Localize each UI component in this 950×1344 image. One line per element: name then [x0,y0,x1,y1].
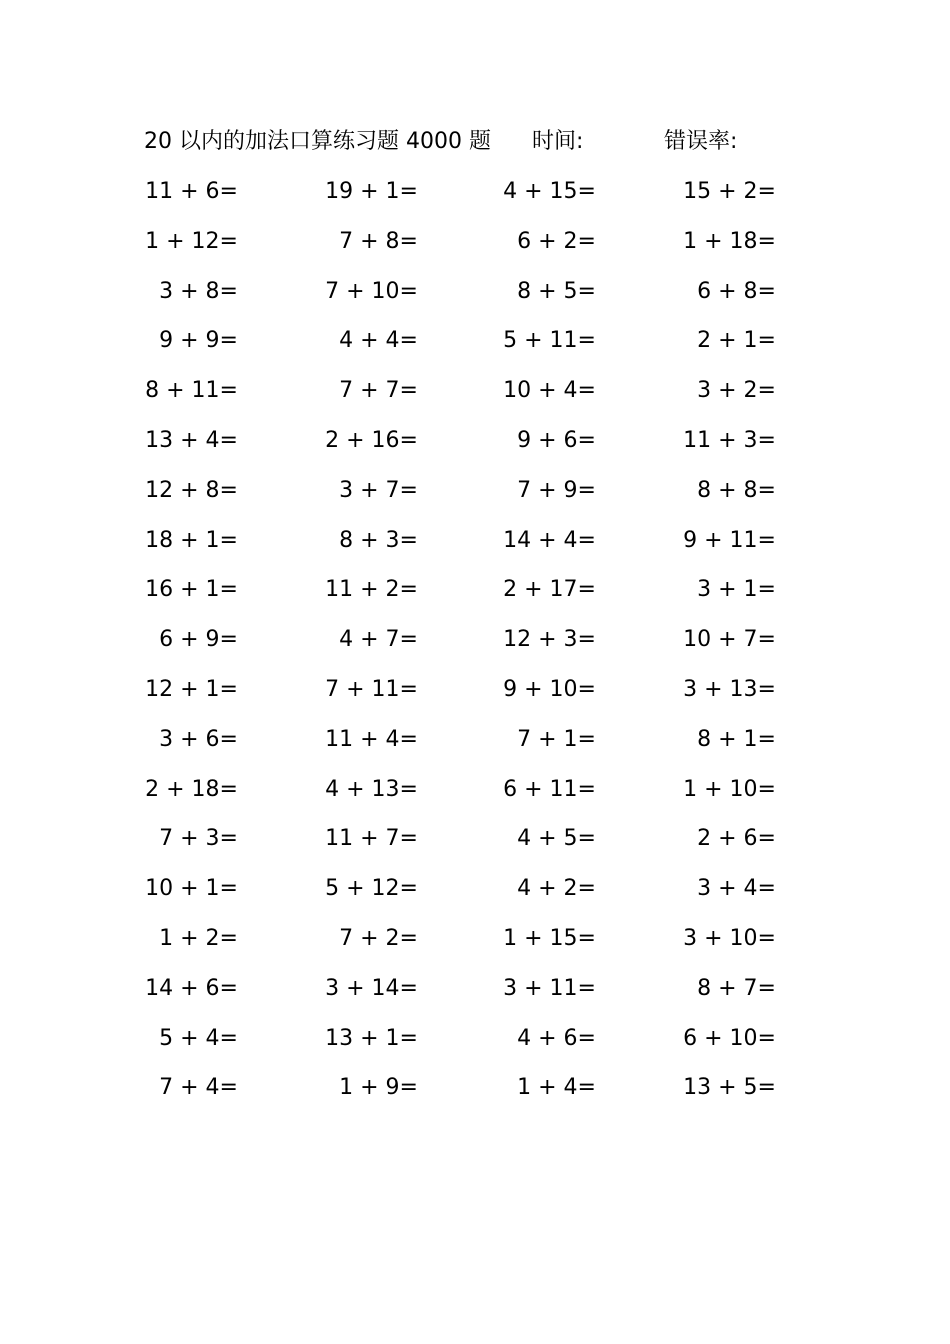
problem-item: 8 + 11= [145,378,238,404]
problem-item: 9 + 9= [159,328,238,354]
problem-item: 6 + 10= [683,1025,776,1051]
problem-item: 8 + 3= [339,527,418,553]
problem-row [0,325,950,375]
problem-item: 5 + 11= [503,328,596,354]
problem-row [0,873,950,923]
problem-item: 3 + 7= [339,477,418,503]
time-label: 时间: [532,129,584,154]
problem-item: 11 + 3= [683,427,776,453]
problem-item: 6 + 11= [503,776,596,802]
problem-item: 9 + 11= [683,527,776,553]
problem-item: 3 + 10= [683,925,776,951]
problem-item: 4 + 7= [339,627,418,653]
problem-item: 3 + 14= [325,975,418,1001]
problem-item: 3 + 11= [503,975,596,1001]
problem-row [0,525,950,575]
worksheet-title: 20 以内的加法口算练习题 4000 题 [144,129,491,154]
problem-row [0,624,950,674]
problem-item: 7 + 3= [159,826,238,852]
problem-item: 3 + 2= [697,378,776,404]
problem-item: 3 + 13= [683,676,776,702]
problem-item: 13 + 1= [325,1025,418,1051]
problem-item: 6 + 9= [159,627,238,653]
problem-item: 3 + 6= [159,726,238,752]
problem-item: 8 + 1= [697,726,776,752]
problem-item: 10 + 4= [503,378,596,404]
problem-item: 1 + 18= [683,228,776,254]
problem-item: 7 + 2= [339,925,418,951]
problem-row [0,923,950,973]
problem-item: 13 + 4= [145,427,238,453]
problem-item: 8 + 5= [517,278,596,304]
problem-item: 3 + 1= [697,577,776,603]
problem-row [0,1023,950,1073]
problem-row [0,724,950,774]
problem-item: 9 + 6= [517,427,596,453]
problem-item: 4 + 15= [503,179,596,204]
problem-item: 7 + 1= [517,726,596,752]
problem-item: 4 + 4= [339,328,418,354]
problem-item: 2 + 16= [325,427,418,453]
problem-item: 11 + 2= [325,577,418,603]
problem-item: 4 + 2= [517,876,596,902]
problem-item: 7 + 10= [325,278,418,304]
problem-item: 11 + 4= [325,726,418,752]
problem-item: 11 + 6= [145,179,238,204]
problem-item: 12 + 8= [145,477,238,503]
problem-item: 13 + 5= [683,1075,776,1101]
problem-item: 2 + 17= [503,577,596,603]
problem-row [0,674,950,724]
problem-grid [0,176,950,1122]
problem-item: 7 + 11= [325,676,418,702]
problem-item: 3 + 4= [697,876,776,902]
problem-item: 12 + 1= [145,676,238,702]
problem-item: 7 + 8= [339,228,418,254]
error-rate-label: 错误率: [664,129,738,154]
problem-item: 14 + 6= [145,975,238,1001]
problem-item: 16 + 1= [145,577,238,603]
problem-row [0,973,950,1023]
problem-item: 1 + 10= [683,776,776,802]
problem-row [0,1072,950,1122]
worksheet-header [0,126,950,158]
problem-item: 7 + 4= [159,1075,238,1101]
problem-item: 7 + 9= [517,477,596,503]
problem-item: 4 + 5= [517,826,596,852]
problem-item: 12 + 3= [503,627,596,653]
problem-item: 7 + 7= [339,378,418,404]
problem-item: 8 + 7= [697,975,776,1001]
problem-item: 11 + 7= [325,826,418,852]
problem-item: 6 + 2= [517,228,596,254]
problem-item: 5 + 4= [159,1025,238,1051]
problem-item: 1 + 4= [517,1075,596,1101]
problem-row [0,276,950,326]
problem-row [0,375,950,425]
problem-item: 18 + 1= [145,527,238,553]
problem-item: 10 + 1= [145,876,238,902]
problem-item: 3 + 8= [159,278,238,304]
problem-row [0,574,950,624]
problem-item: 5 + 12= [325,876,418,902]
problem-item: 4 + 6= [517,1025,596,1051]
problem-item: 4 + 13= [325,776,418,802]
problem-row [0,774,950,824]
problem-item: 2 + 6= [697,826,776,852]
problem-row [0,176,950,226]
problem-item: 8 + 8= [697,477,776,503]
problem-item: 1 + 9= [339,1075,418,1101]
problem-row [0,823,950,873]
problem-row [0,226,950,276]
problem-item: 1 + 12= [145,228,238,254]
problem-item: 6 + 8= [697,278,776,304]
problem-item: 2 + 1= [697,328,776,354]
problem-item: 1 + 15= [503,925,596,951]
problem-item: 1 + 2= [159,925,238,951]
problem-item: 14 + 4= [503,527,596,553]
problem-item: 15 + 2= [683,179,776,204]
problem-row [0,475,950,525]
problem-item: 2 + 18= [145,776,238,802]
problem-item: 10 + 7= [683,627,776,653]
problem-row [0,425,950,475]
problem-item: 9 + 10= [503,676,596,702]
problem-item: 19 + 1= [325,179,418,204]
